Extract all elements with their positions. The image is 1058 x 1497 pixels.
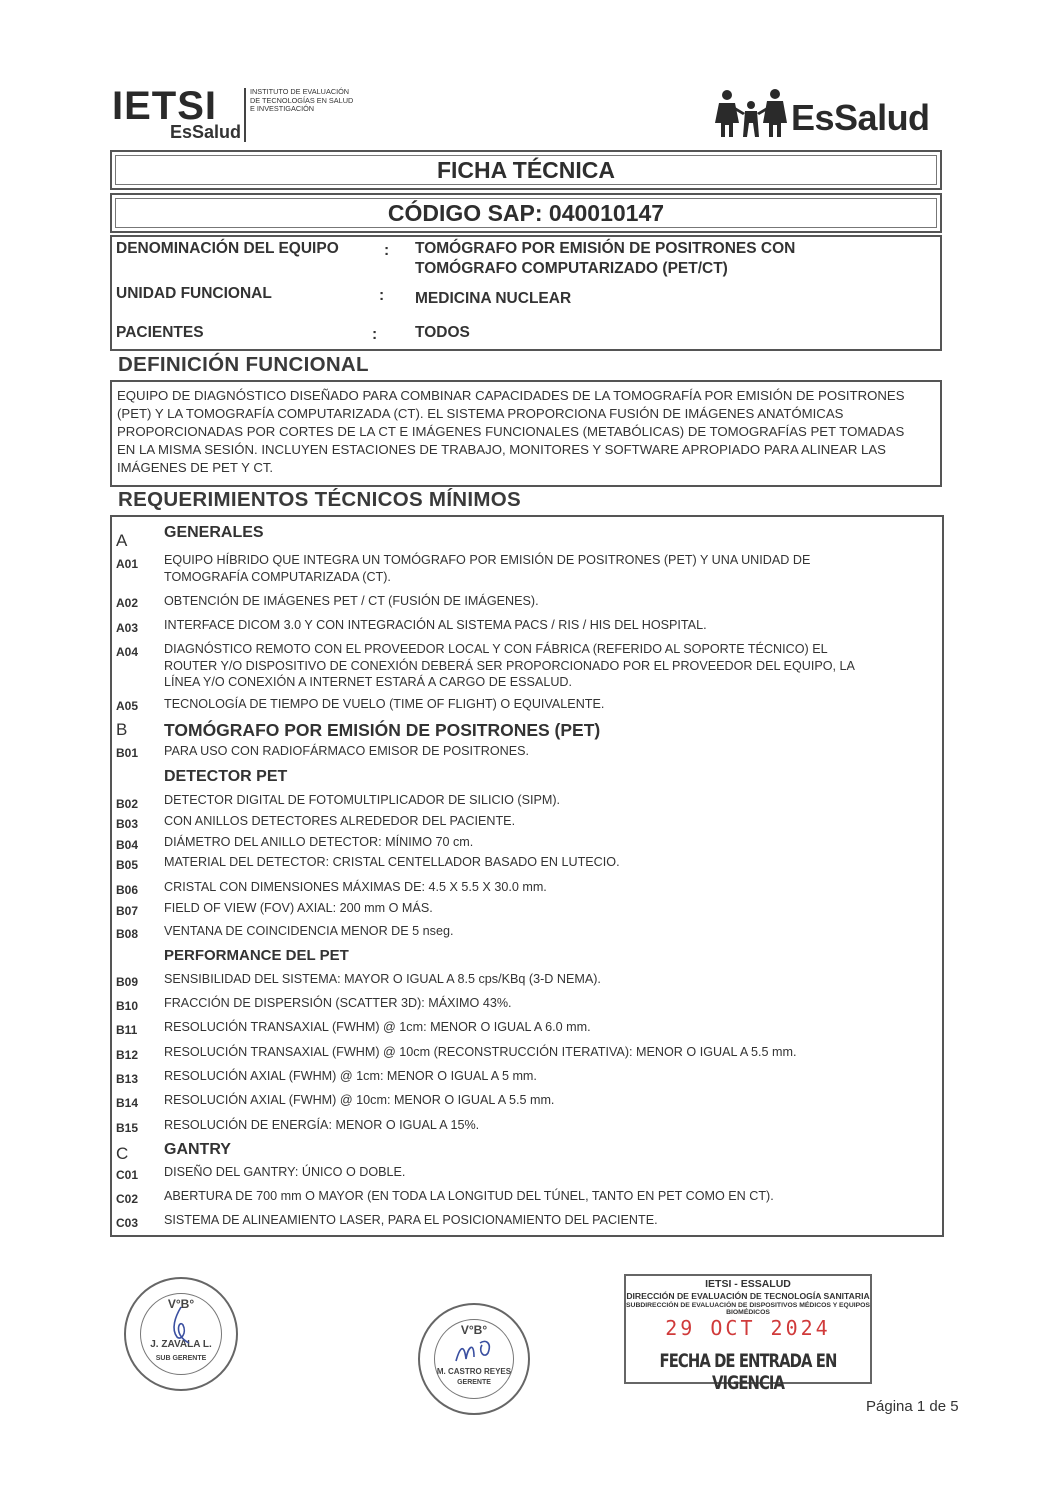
req-code: B13 xyxy=(116,1072,139,1086)
req-code: B07 xyxy=(116,904,139,918)
req-text: DIÁMETRO DEL ANILLO DETECTOR: MÍNIMO 70 cm. xyxy=(164,835,474,849)
req-text: SISTEMA DE ALINEAMIENTO LASER, PARA EL POSICIONAMIENTO DEL PACIENTE. xyxy=(164,1213,658,1227)
req-code: C01 xyxy=(116,1168,139,1182)
req-code: B15 xyxy=(116,1121,139,1135)
req-line: ROUTER Y/O DISPOSITIVO DE CONEXIÓN DEBERÁ SER PROPORCIONADO POR EL PROVEEDOR DEL EQUIPO, LA xyxy=(164,658,855,673)
stamp-vb: V°B° xyxy=(167,1297,195,1311)
subsection-title: PERFORMANCE DEL PET xyxy=(164,947,349,964)
stamp-role: GERENTE xyxy=(457,1379,491,1386)
ident-colon: : xyxy=(372,326,378,343)
req-code: A02 xyxy=(116,596,139,610)
req-code: B14 xyxy=(116,1096,139,1110)
req-code: B08 xyxy=(116,927,139,941)
stamp-footer: FECHA DE ENTRADA EN VIGENCIA xyxy=(659,1350,837,1394)
title-box xyxy=(110,150,942,190)
req-text: OBTENCIÓN DE IMÁGENES PET / CT (FUSIÓN DE IMÁGENES). xyxy=(164,594,539,608)
definicion-line: (PET) Y LA TOMOGRAFÍA COMPUTARIZADA (CT). EL SISTEMA PROPORCIONA FUSIÓN DE IMÁGENES ANATÓMICAS xyxy=(117,406,844,421)
req-code: B06 xyxy=(116,883,139,897)
definicion-box xyxy=(110,380,942,487)
req-line: EQUIPO HÍBRIDO QUE INTEGRA UN TOMÓGRAFO POR EMISIÓN DE POSITRONES (PET) Y UNA UNIDAD DE xyxy=(164,553,811,567)
req-code: B11 xyxy=(116,1023,138,1037)
req-text: MATERIAL DEL DETECTOR: CRISTAL CENTELLADOR BASADO EN LUTECIO. xyxy=(164,855,620,869)
sap-code: CÓDIGO SAP: 040010147 xyxy=(115,198,937,228)
code-box xyxy=(110,193,942,233)
req-text: RESOLUCIÓN AXIAL (FWHM) @ 1cm: MENOR O IGUAL A 5 mm. xyxy=(164,1069,537,1083)
req-code: B05 xyxy=(116,858,139,872)
req-text: FIELD OF VIEW (FOV) AXIAL: 200 mm O MÁS. xyxy=(164,901,433,915)
definicion-line: IMÁGENES DE PET Y CT. xyxy=(117,460,274,475)
req-code: C02 xyxy=(116,1192,139,1206)
stamp-role: SUB GERENTE xyxy=(155,1355,207,1362)
family-icon xyxy=(713,87,791,141)
req-text: PARA USO CON RADIOFÁRMACO EMISOR DE POSITRONES. xyxy=(164,744,530,758)
section-title: GANTRY xyxy=(164,1141,231,1158)
req-text: RESOLUCIÓN TRANSAXIAL (FWHM) @ 1cm: MENOR O IGUAL A 6.0 mm. xyxy=(164,1020,591,1034)
definicion-heading: DEFINICIÓN FUNCIONAL xyxy=(118,353,369,376)
subsection-title: DETECTOR PET xyxy=(164,768,288,785)
approval-stamp-1 xyxy=(124,1277,238,1391)
req-text: CRISTAL CON DIMENSIONES MÁXIMAS DE: 4.5 X 5.5 X 30.0 mm. xyxy=(164,880,547,894)
req-code: B12 xyxy=(116,1048,139,1062)
definicion-line: PROPORCIONADAS POR CORTES DE LA CT E IMÁGENES FUNCIONALES (METABÓLICAS) DE TOMOGRAFÍAS PET TOMADAS xyxy=(117,424,905,439)
req-code: B09 xyxy=(116,975,139,989)
req-code: A05 xyxy=(116,699,139,713)
ident-value-denominacion-1: TOMÓGRAFO POR EMISIÓN DE POSITRONES CON xyxy=(415,240,796,257)
stamp-name: M. CASTRO REYES xyxy=(436,1367,512,1376)
req-code: B02 xyxy=(116,797,139,811)
req-line: TOMOGRAFÍA COMPUTARIZADA (CT). xyxy=(164,569,391,584)
section-title: TOMÓGRAFO POR EMISIÓN DE POSITRONES (PET) xyxy=(164,720,601,740)
definicion-text xyxy=(117,387,937,477)
logo-divider xyxy=(244,88,246,142)
ident-label-pacientes: PACIENTES xyxy=(116,324,204,341)
req-text xyxy=(164,552,924,585)
document-title: FICHA TÉCNICA xyxy=(115,155,937,185)
section-letter: B xyxy=(116,720,128,739)
req-text: SENSIBILIDAD DEL SISTEMA: MAYOR O IGUAL A 8.5 cps/KBq (3-D NEMA). xyxy=(164,972,601,986)
requerimientos-heading: REQUERIMIENTOS TÉCNICOS MÍNIMOS xyxy=(118,488,522,511)
approval-stamp-2 xyxy=(418,1303,530,1415)
ietsi-description: INSTITUTO DE EVALUACIÓN DE TECNOLOGÍAS EN SALUD E INVESTIGACIÓN xyxy=(250,87,354,114)
req-line: LÍNEA Y/O CONEXIÓN A INTERNET ESTARÁ A CARGO DE ESSALUD. xyxy=(164,675,573,689)
stamp-direction: DIRECCIÓN DE EVALUACIÓN DE TECNOLOGÍA SANITARIA xyxy=(626,1291,870,1301)
ident-colon: : xyxy=(384,242,390,259)
ietsi-logo-sub: EsSalud xyxy=(170,122,242,142)
req-text: DISEÑO DEL GANTRY: ÚNICO O DOBLE. xyxy=(164,1165,406,1179)
requerimientos-box xyxy=(110,515,944,1237)
req-code: A03 xyxy=(116,621,139,635)
stamp-subdirection: SUBDIRECCIÓN DE EVALUACIÓN DE DISPOSITIVOS MÉDICOS Y EQUIPOS BIOMÉDICOS xyxy=(626,1302,870,1316)
ident-colon: : xyxy=(379,287,385,304)
ident-label-unidad: UNIDAD FUNCIONAL xyxy=(116,285,272,302)
req-text: ABERTURA DE 700 mm O MAYOR (EN TODA LA LONGITUD DEL TÚNEL, TANTO EN PET COMO EN CT). xyxy=(164,1189,774,1203)
essalud-logo xyxy=(713,87,941,141)
definicion-line: EQUIPO DE DIAGNÓSTICO DISEÑADO PARA COMBINAR CAPACIDADES DE LA TOMOGRAFÍA POR EMISIÓN DE POSITRONES xyxy=(117,388,905,403)
ietsi-logo-text: IETSI xyxy=(112,84,218,128)
req-text: INTERFACE DICOM 3.0 Y CON INTEGRACIÓN AL SISTEMA PACS / RIS / HIS DEL HOSPITAL. xyxy=(164,618,707,632)
stamp-name: J. ZAVALA L. xyxy=(150,1339,212,1350)
req-code: B04 xyxy=(116,838,139,852)
req-text: TECNOLOGÍA DE TIEMPO DE VUELO (TIME OF FLIGHT) O EQUIVALENTE. xyxy=(164,697,605,711)
req-text: RESOLUCIÓN AXIAL (FWHM) @ 10cm: MENOR O IGUAL A 5.5 mm. xyxy=(164,1093,555,1107)
req-text: FRACCIÓN DE DISPERSIÓN (SCATTER 3D): MÁXIMO 43%. xyxy=(164,996,512,1010)
req-text: DETECTOR DIGITAL DE FOTOMULTIPLICADOR DE SILICIO (SIPM). xyxy=(164,793,561,807)
req-line: DIAGNÓSTICO REMOTO CON EL PROVEEDOR LOCAL Y CON FÁBRICA (REFERIDO AL SOPORTE TÉCNICO) EL xyxy=(164,642,828,656)
req-text: RESOLUCIÓN DE ENERGÍA: MENOR O IGUAL A 15%. xyxy=(164,1118,480,1132)
req-text: CON ANILLOS DETECTORES ALREDEDOR DEL PACIENTE. xyxy=(164,814,516,828)
req-text: VENTANA DE COINCIDENCIA MENOR DE 5 nseg. xyxy=(164,924,454,938)
ident-value-unidad: MEDICINA NUCLEAR xyxy=(415,290,572,307)
section-letter: C xyxy=(116,1144,129,1163)
essalud-logo-text: EsSalud xyxy=(791,97,930,138)
stamp-org: IETSI - ESSALUD xyxy=(705,1278,791,1290)
section-letter: A xyxy=(116,531,128,550)
identification-box xyxy=(110,235,942,351)
req-code: C03 xyxy=(116,1216,139,1230)
signature-icon xyxy=(452,1333,496,1369)
req-code: B01 xyxy=(116,746,139,760)
req-code: A04 xyxy=(116,645,139,659)
stamp-date: 29 OCT 2024 xyxy=(665,1316,831,1340)
req-code: B03 xyxy=(116,817,139,831)
req-code: A01 xyxy=(116,557,139,571)
signature-icon xyxy=(161,1305,201,1345)
definicion-line: EN LA MISMA SESIÓN. INCLUYEN ESTACIONES DE TRABAJO, MONITORES Y SOFTWARE APROPIADO PARA ALINEAR LAS xyxy=(117,442,886,457)
page-number: Página 1 de 5 xyxy=(866,1398,959,1415)
req-text: RESOLUCIÓN TRANSAXIAL (FWHM) @ 10cm (RECONSTRUCCIÓN ITERATIVA): MENOR O IGUAL A 5.5 mm. xyxy=(164,1045,797,1059)
ident-value-denominacion-2: TOMÓGRAFO COMPUTARIZADO (PET/CT) xyxy=(415,260,728,277)
req-text xyxy=(164,641,924,691)
ident-label-denominacion: DENOMINACIÓN DEL EQUIPO xyxy=(116,240,339,257)
ident-value-pacientes: TODOS xyxy=(415,324,470,341)
ietsi-logo xyxy=(112,86,352,146)
section-title: GENERALES xyxy=(164,524,264,541)
req-code: B10 xyxy=(116,999,139,1013)
stamp-vb: V°B° xyxy=(460,1323,488,1337)
entry-date-stamp xyxy=(624,1274,872,1394)
